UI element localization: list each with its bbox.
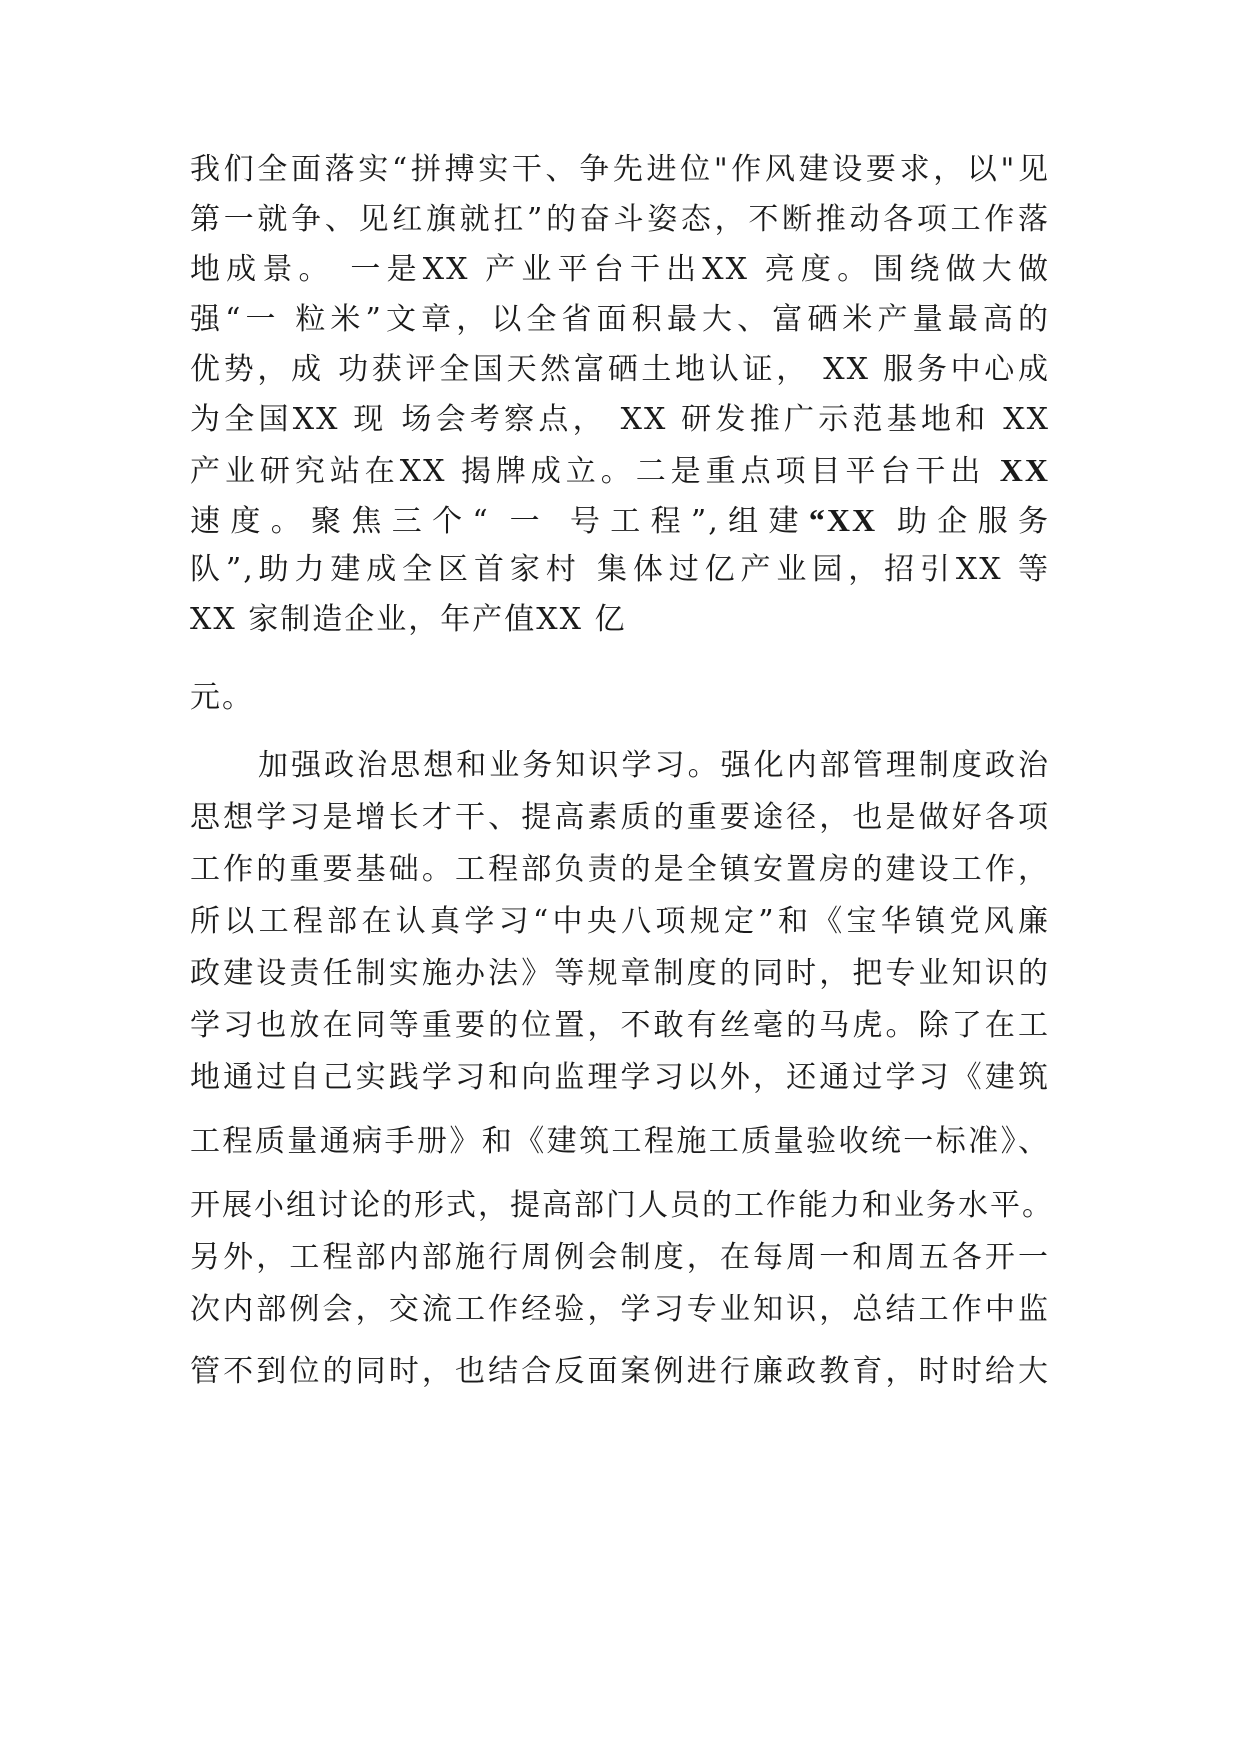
paragraph-2-line-5: 政建设责任制实施办法》等规章制度的同时，把专业知识的 bbox=[190, 956, 1050, 991]
paragraph-1-line-8 bbox=[190, 500, 1050, 542]
paragraph-2-line-7: 地通过自己实践学习和向监理学习以外，还通过学习《建筑 bbox=[190, 1060, 1050, 1095]
paragraph-2-line-6: 学习也放在同等重要的位置，不敢有丝毫的马虎。除了在工 bbox=[190, 1008, 1050, 1043]
paragraph-2-line-11: 次内部例会，交流工作经验，学习专业知识，总结工作中监 bbox=[190, 1292, 1050, 1327]
paragraph-1-line-6: 为全国XX 现 场会考察点， XX 研发推广示范基地和 XX bbox=[190, 402, 1050, 437]
paragraph-1-line-9: 队”,助力建成全区首家村 集体过亿产业园，招引XX 等 bbox=[190, 552, 1050, 587]
paragraph-1-line-5: 优势，成 功获评全国天然富硒土地认证， XX 服务中心成 bbox=[190, 352, 1050, 387]
paragraph-2-line-10: 另外，工程部内部施行周例会制度，在每周一和周五各开一 bbox=[190, 1240, 1050, 1275]
paragraph-1-line-2: 第一就争、见红旗就扛”的奋斗姿态，不断推动各项工作落 bbox=[190, 202, 1050, 237]
paragraph-2-line-3: 工作的重要基础。工程部负责的是全镇安置房的建设工作， bbox=[190, 852, 1050, 887]
paragraph-2-line-1: 加强政治思想和业务知识学习。强化内部管理制度政治 bbox=[258, 748, 1050, 783]
paragraph-1-line-8-text: 速度。聚焦三个“ 一 号工程”,组建 bbox=[190, 504, 809, 539]
paragraph-2-line-2: 思想学习是增长才干、提高素质的重要途径，也是做好各项 bbox=[190, 800, 1050, 835]
paragraph-1-line-3: 地成景。 一是XX 产业平台干出XX 亮度。围绕做大做 bbox=[190, 252, 1050, 287]
paragraph-2-line-12: 管不到位的同时，也结合反面案例进行廉政教育，时时给大 bbox=[190, 1354, 1050, 1389]
bold-xx-1: XX bbox=[999, 452, 1050, 488]
paragraph-1-line-1: 我们全面落实“拼搏实干、争先进位"作风建设要求，以"见 bbox=[190, 152, 1050, 187]
paragraph-1-line-11: 元。 bbox=[190, 680, 254, 715]
paragraph-2-line-8: 工程质量通病手册》和《建筑工程施工质量验收统一标准》、 bbox=[190, 1124, 1050, 1159]
paragraph-2-line-4: 所以工程部在认真学习“中央八项规定”和《宝华镇党风廉 bbox=[190, 904, 1050, 939]
paragraph-2-line-9: 开展小组讨论的形式，提高部门人员的工作能力和业务水平。 bbox=[190, 1188, 1054, 1223]
paragraph-1-line-7-text: 产业研究站在XX 揭牌成立。二是重点项目平台干出 bbox=[190, 454, 1000, 489]
bold-xx-2: “XX bbox=[808, 502, 878, 538]
paragraph-1-line-7 bbox=[190, 450, 1050, 492]
paragraph-1-line-8-rest: 助企服务 bbox=[877, 504, 1050, 539]
paragraph-1-line-10: XX 家制造企业，年产值XX 亿 bbox=[190, 602, 627, 637]
paragraph-1-line-4: 强“一 粒米”文章，以全省面积最大、富硒米产量最高的 bbox=[190, 302, 1050, 337]
